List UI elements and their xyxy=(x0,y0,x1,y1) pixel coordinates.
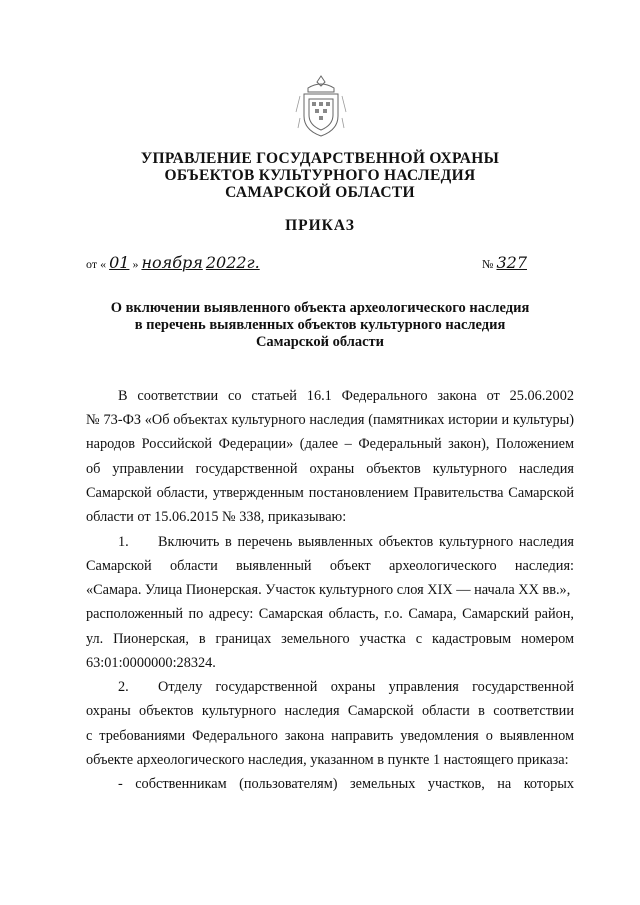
subject-line1: О включении выявленного объекта археологического наследия xyxy=(110,300,530,316)
coat-of-arms-icon xyxy=(294,72,348,142)
date-month: ноября xyxy=(141,253,203,272)
body-line: № 73-ФЗ «Об объектах культурного наследия (памятниках истории и культуры) xyxy=(86,412,574,428)
body-line: ул. Пионерская, в границах земельного участка с кадастровым номером xyxy=(86,631,574,647)
body-line: расположенный по адресу: Самарская область, г.о. Самара, Самарский район, xyxy=(86,606,574,622)
body-line: об управлении государственной охраны объектов культурного наследия xyxy=(86,461,574,477)
date-separator: » xyxy=(132,257,139,271)
body-line: области от 15.06.2015 № 338, приказываю: xyxy=(86,509,347,525)
body-line: Отделу государственной охраны управления государственной xyxy=(158,679,574,695)
organization-name-line1: УПРАВЛЕНИЕ ГОСУДАРСТВЕННОЙ ОХРАНЫ xyxy=(140,150,500,167)
body-line: Самарской области, утвержденным постановлением Правительства Самарской xyxy=(86,485,574,501)
organization-name-line3: САМАРСКОЙ ОБЛАСТИ xyxy=(225,184,415,201)
organization-name-line2: ОБЪЕКТОВ КУЛЬТУРНОГО НАСЛЕДИЯ xyxy=(164,167,476,184)
body-line: с требованиями Федерального закона направить уведомления о выявленном xyxy=(86,728,574,744)
document-type-title: ПРИКАЗ xyxy=(285,217,355,234)
body-line: Включить в перечень выявленных объектов культурного наследия xyxy=(158,534,574,550)
body-line: объекте археологического наследия, указанном в пункте 1 настоящего приказа: xyxy=(86,752,569,768)
subject-line3: Самарской области xyxy=(255,334,385,350)
number-prefix: № xyxy=(482,257,494,271)
list-number: 2. xyxy=(118,679,129,695)
date-day: 01 xyxy=(109,253,130,272)
date-prefix: от « xyxy=(86,257,107,271)
body-line: Самарской области выявленный объект археологического наследия: xyxy=(86,558,574,574)
body-line: «Самара. Улица Пионерская. Участок культурного слоя XIX — начала XX вв.», xyxy=(86,582,571,598)
number-value: 327 xyxy=(496,253,527,272)
body-line: В соответствии со статьей 16.1 Федерального закона от 25.06.2002 xyxy=(118,388,574,404)
body-line: народов Российской Федерации» (далее – Федеральный закон), Положением xyxy=(86,436,574,452)
body-line: - собственникам (пользователям) земельных участков, на которых xyxy=(118,776,574,792)
order-date xyxy=(86,253,260,272)
list-number: 1. xyxy=(118,534,129,550)
order-number xyxy=(482,253,527,272)
body-line: охраны объектов культурного наследия Самарской области в соответствии xyxy=(86,703,574,719)
date-year: 2022г. xyxy=(205,253,260,272)
body-line: 63:01:0000000:28324. xyxy=(86,655,216,671)
subject-line2: в перечень выявленных объектов культурного наследия xyxy=(134,317,506,333)
